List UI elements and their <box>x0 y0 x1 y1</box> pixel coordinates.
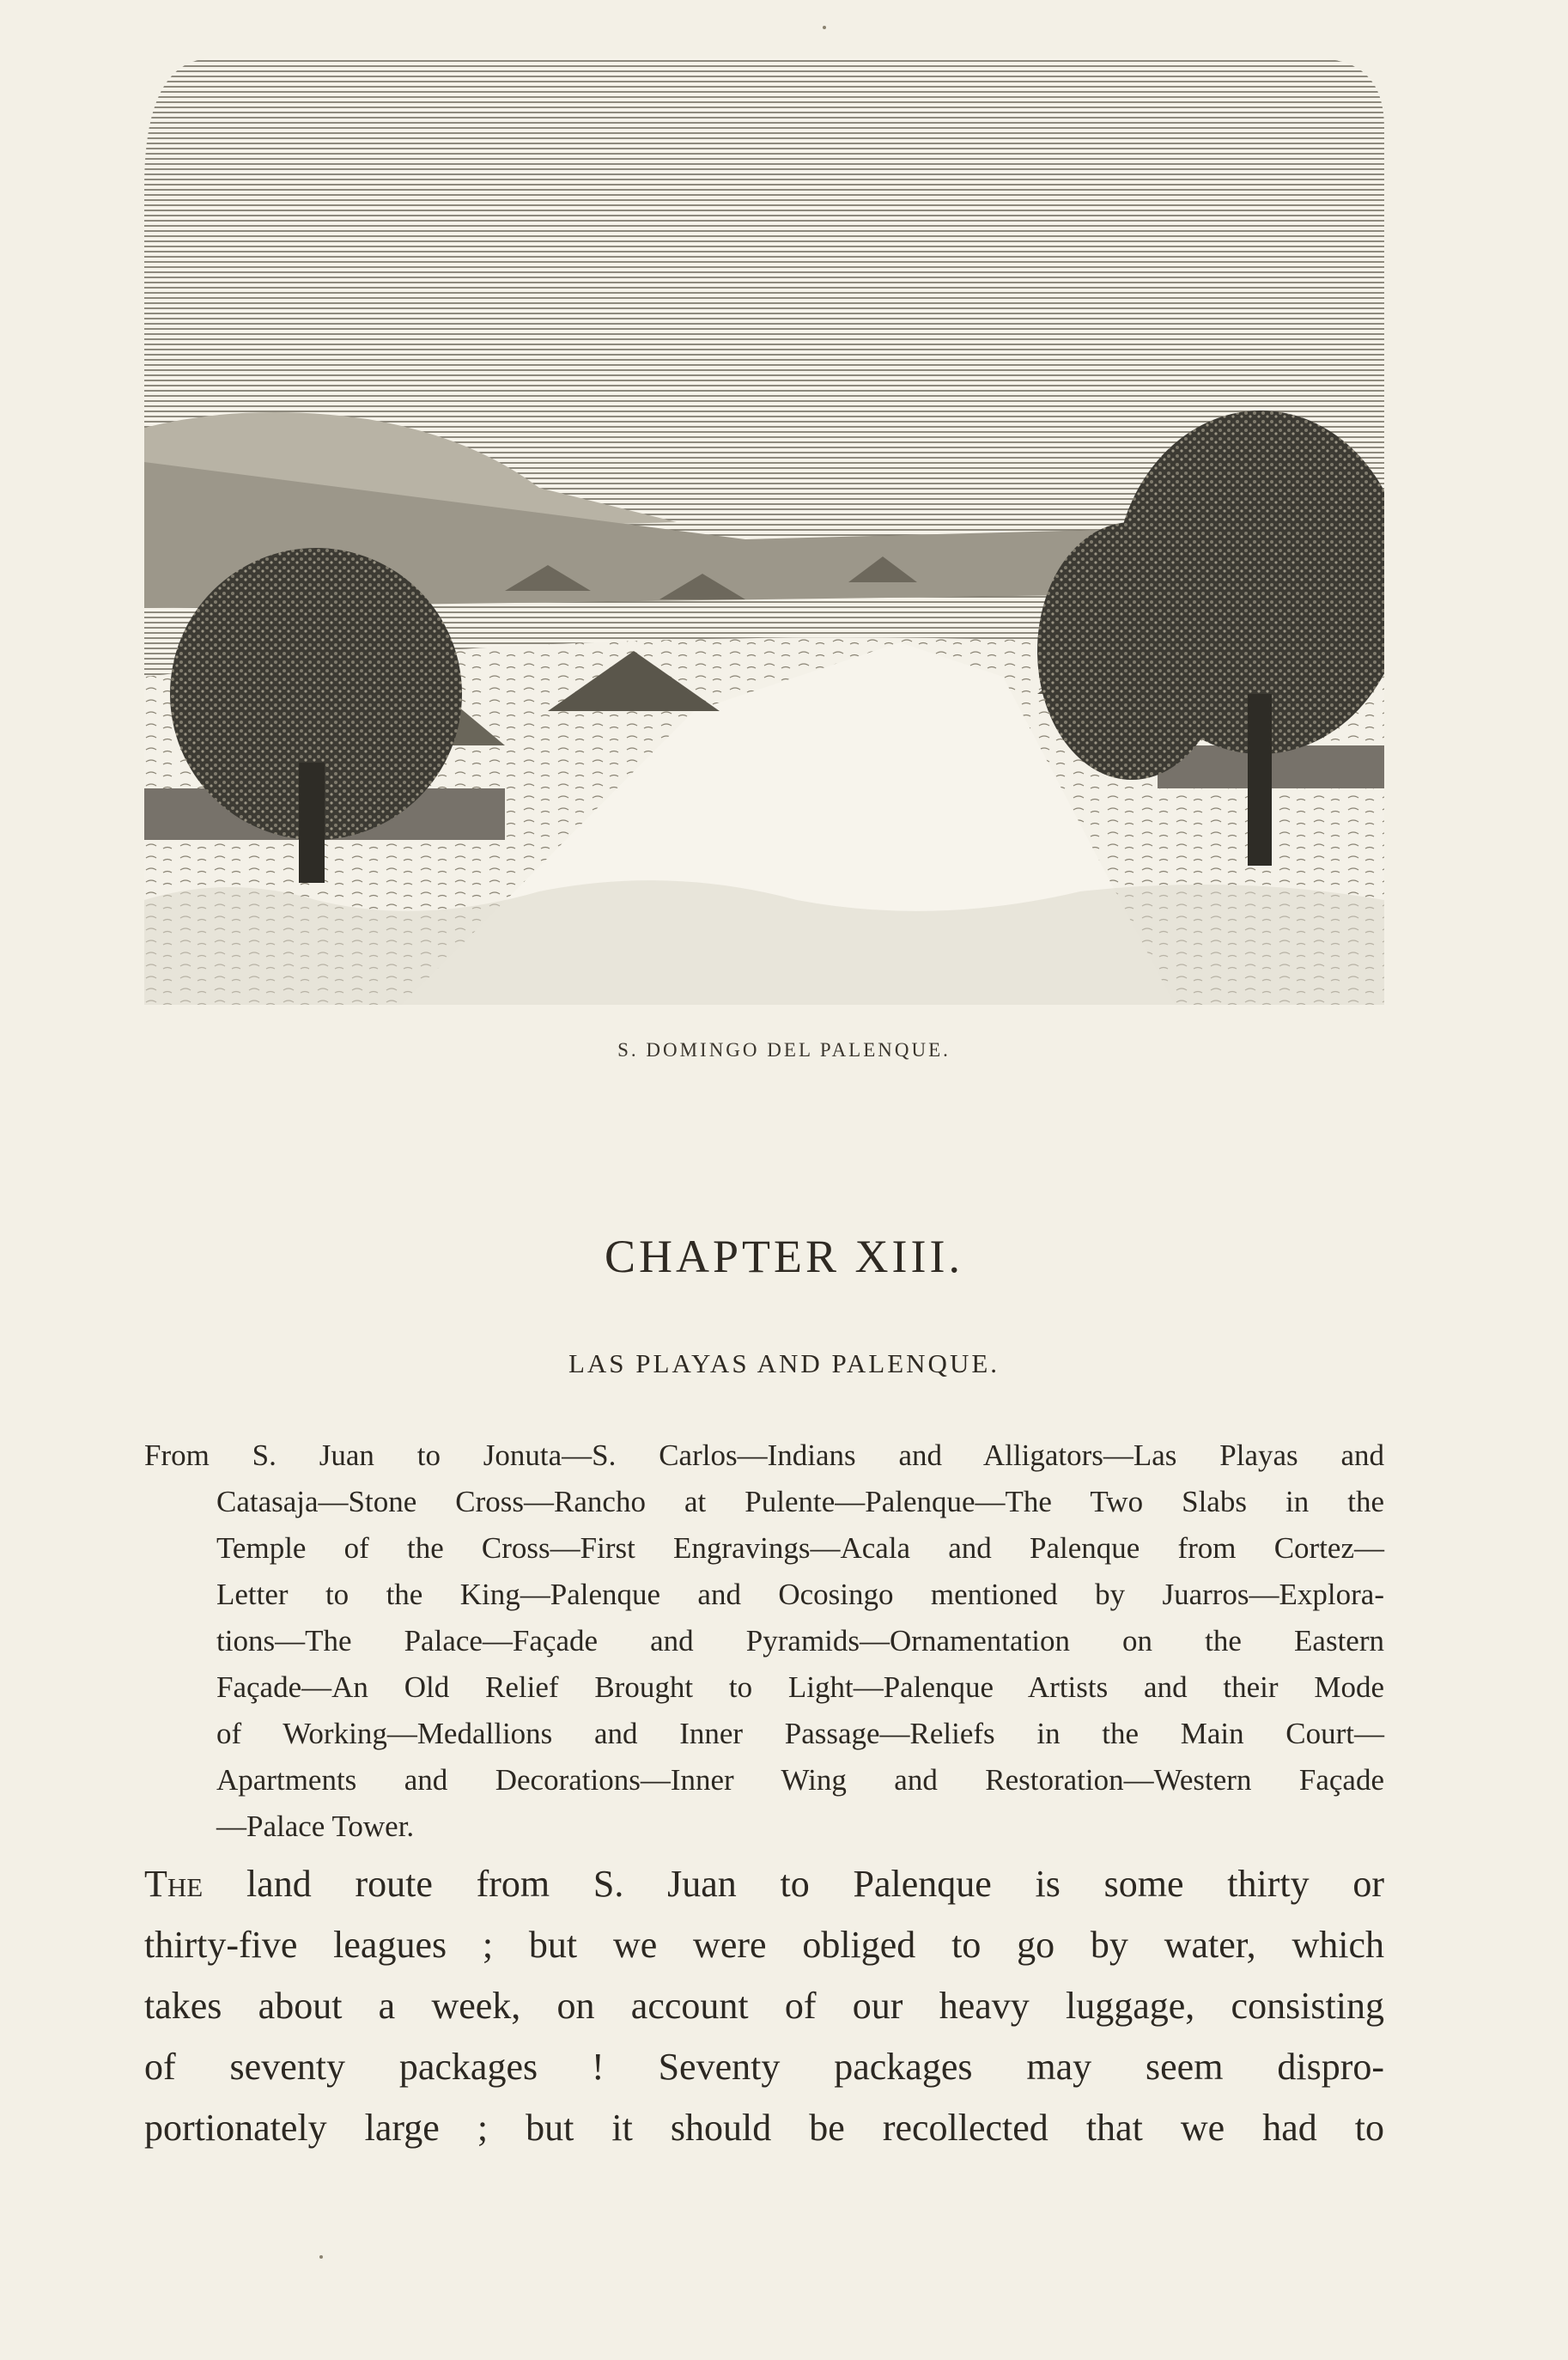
synopsis-line: Façade—An Old Relief Brought to Light—Palenque Artists and their Mode <box>216 1670 1384 1704</box>
synopsis-line: —Palace Tower. <box>216 1810 415 1843</box>
synopsis-line: Letter to the King—Palenque and Ocosingo mentioned by Juarros—Explora- <box>216 1578 1384 1611</box>
engraving-illustration <box>144 58 1384 1005</box>
chapter-title: CHAPTER XIII. <box>605 1231 963 1282</box>
body-line: portionately large ; but it should be recollected that we had to <box>144 2107 1384 2149</box>
body-line: of seventy packages ! Seventy packages may seem dispro- <box>144 2046 1384 2088</box>
synopsis-line: tions—The Palace—Façade and Pyramids—Ornamentation on the Eastern <box>216 1624 1384 1657</box>
synopsis-line: From S. Juan to Jonuta—S. Carlos—Indians and Alligators—Las Playas and <box>144 1439 1384 1472</box>
dropcap-word: The <box>144 1863 204 1905</box>
synopsis-line: Temple of the Cross—First Engravings—Acala and Palenque from Cortez— <box>216 1531 1384 1565</box>
chapter-subtitle: LAS PLAYAS AND PALENQUE. <box>568 1348 1000 1378</box>
body-line: thirty-five leagues ; but we were obliged to go by water, which <box>144 1924 1384 1966</box>
landscape-engraving <box>144 58 1384 1005</box>
body-line <box>144 1853 1384 1914</box>
synopsis-line: Apartments and Decorations—Inner Wing and Restoration—Western Façade <box>216 1763 1384 1797</box>
chapter-synopsis <box>144 1432 1384 1850</box>
body-line-rest: land route from S. Juan to Palenque is some thirty or <box>203 1863 1384 1905</box>
synopsis-line: of Working—Medallions and Inner Passage—Reliefs in the Main Court— <box>216 1717 1384 1750</box>
body-line: takes about a week, on account of our heavy luggage, consisting <box>144 1985 1384 2027</box>
synopsis-line: Catasaja—Stone Cross—Rancho at Pulente—Palenque—The Two Slabs in the <box>216 1485 1384 1518</box>
illustration-caption: S. DOMINGO DEL PALENQUE. <box>617 1039 951 1061</box>
speck-bottom <box>319 2255 323 2259</box>
body-paragraph <box>144 1853 1384 2158</box>
speck-top <box>823 26 826 29</box>
